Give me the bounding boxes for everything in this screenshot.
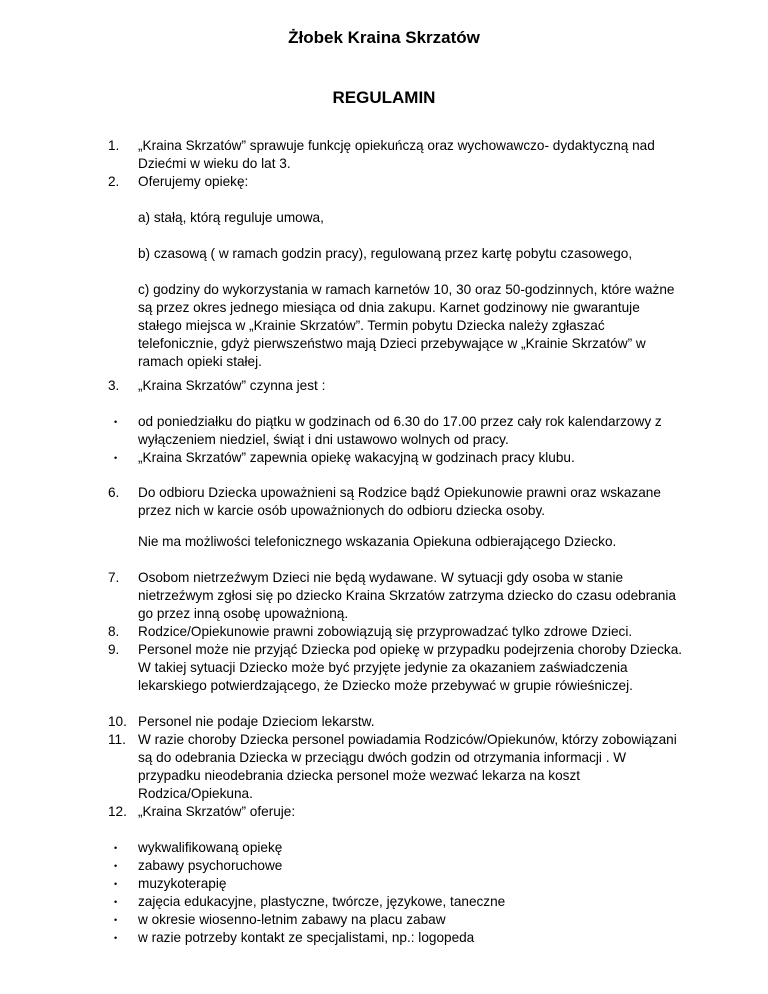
item-text: „Kraina Skrzatów” oferuje: xyxy=(138,804,296,819)
sub-item: b) czasową ( w ramach godzin pracy), regulowaną przez kartę pobytu czasowego, xyxy=(138,246,633,261)
item-number: 10. xyxy=(108,714,127,729)
item-text: „Kraina Skrzatów” sprawuje funkcję opiekuńczą oraz wychowawczo- dydaktyczną nad Dziećmi w wieku do lat 3. xyxy=(138,138,655,171)
bullet-item: w okresie wiosenno-letnim zabawy na placu zabaw xyxy=(138,912,446,927)
bullet-marker: • xyxy=(114,861,118,871)
item-number: 8. xyxy=(108,624,120,639)
bullet-item: „Kraina Skrzatów” zapewnia opiekę wakacyjną w godzinach pracy klubu. xyxy=(138,450,575,465)
item-number: 9. xyxy=(108,642,120,657)
bullet-item: od poniedziałku do piątku w godzinach od 6.30 do 17.00 przez cały rok kalendarzowy z wyłączeniem niedziel, świąt i dni ustawowo wolnych od pracy. xyxy=(138,414,662,447)
item-text: W razie choroby Dziecka personel powiadamia Rodziców/Opiekunów, którzy zobowiązani są do odebrania Dziecka w przeciągu dwóch godzin od otrzymania informacji . W przypadku nieodebrania dziecka personel może wezwać lekarza na koszt Rodzica/Opiekuna. xyxy=(138,732,677,801)
item-number: 1. xyxy=(108,138,120,153)
sub-item: c) godziny do wykorzystania w ramach karnetów 10, 30 oraz 50-godzinnych, które ważne są przez okres jednego miesiąca od dnia zakupu. Karnet godzinowy nie gwarantuje stałego miejsca w „Krainie Skrzatów”. Termin pobytu Dziecka należy zgłaszać telefonicznie, gdyż pierwszeństwo mają Dzieci przebywające w „Krainie Skrzatów” w ramach opieki stałej. xyxy=(138,282,675,369)
item-number: 3. xyxy=(108,378,120,393)
item-note: Nie ma możliwości telefonicznego wskazania Opiekuna odbierającego Dziecko. xyxy=(138,534,617,549)
bullet-item: muzykoterapię xyxy=(138,876,227,891)
item-text: Rodzice/Opiekunowie prawni zobowiązują się przyprowadzać tylko zdrowe Dzieci. xyxy=(138,624,633,639)
item-number: 2. xyxy=(108,174,120,189)
item-text: Oferujemy opiekę: xyxy=(138,174,249,189)
item-text: Osobom nietrzeźwym Dzieci nie będą wydawane. W sytuacji gdy osoba w stanie nietrzeźwym zgłosi się po dziecko Kraina Skrzatów zatrzyma dziecko do czasu odebrania go przez inną osobę upoważnioną. xyxy=(138,570,676,621)
bullet-item: zabawy psychoruchowe xyxy=(138,858,283,873)
bullet-marker: • xyxy=(114,879,118,889)
item-text: Personel może nie przyjąć Dziecka pod opiekę w przypadku podejrzenia choroby Dziecka. W takiej sytuacji Dziecko może być przyjęte jedynie za okazaniem zaświadczenia lekarskiego potwierdzającego, że Dziecko może przebywać w grupie rówieśniczej. xyxy=(138,642,683,693)
bullet-marker: • xyxy=(114,933,118,943)
item-number: 12. xyxy=(108,804,127,819)
bullet-marker: • xyxy=(114,915,118,925)
bullet-item: w razie potrzeby kontakt ze specjalistami, np.: logopeda xyxy=(138,930,475,945)
item-number: 7. xyxy=(108,570,120,585)
document-title: Żłobek Kraina Skrzatów xyxy=(288,28,480,47)
bullet-marker: • xyxy=(114,417,118,427)
bullet-item: zajęcia edukacyjne, plastyczne, twórcze, językowe, taneczne xyxy=(138,894,506,909)
bullet-item: wykwalifikowaną opiekę xyxy=(138,840,283,855)
item-number: 6. xyxy=(108,485,120,500)
bullet-marker: • xyxy=(114,453,118,463)
item-text: Do odbioru Dziecka upoważnieni są Rodzice bądź Opiekunowie prawni oraz wskazane przez nich w karcie osób upoważnionych do odbioru dziecka osoby. xyxy=(138,485,661,518)
document-subtitle: REGULAMIN xyxy=(332,88,436,107)
item-number: 11. xyxy=(108,732,126,747)
sub-item: a) stałą, którą reguluje umowa, xyxy=(138,210,324,225)
bullet-marker: • xyxy=(114,897,118,907)
item-text: Personel nie podaje Dzieciom lekarstw. xyxy=(138,714,375,729)
bullet-marker: • xyxy=(114,843,118,853)
item-text: „Kraina Skrzatów” czynna jest : xyxy=(138,378,326,393)
